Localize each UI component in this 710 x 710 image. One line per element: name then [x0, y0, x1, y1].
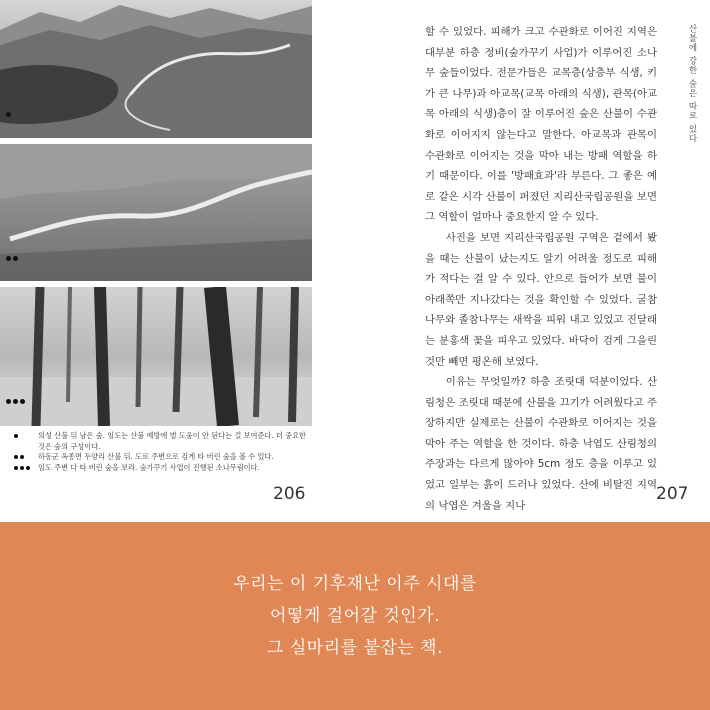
right-page-body: [425, 22, 657, 516]
caption-marker: [14, 431, 38, 452]
tagline-banner: [0, 522, 710, 710]
right-page-number: 207: [656, 484, 689, 504]
pine-forest-photo: [0, 287, 312, 426]
tagline-line: 어떻게 걸어갈 것인가.: [269, 606, 440, 626]
caption-text: 의성 산불 뒤 남은 숲. 임도는 산불 예방에 별 도움이 안 된다는 걸 보여준다. 더 중요한 것은 숲의 구성이다.: [38, 431, 306, 451]
forest-road-illustration: [0, 144, 312, 281]
running-title: 산불에 강한 숲은 따로 있다: [687, 24, 697, 144]
caption-item: [14, 431, 314, 452]
photo-marker: [6, 256, 18, 261]
photo-captions: [14, 431, 314, 473]
tagline-line: 우리는 이 기후재난 이주 시대를: [233, 574, 477, 594]
caption-item: [14, 452, 314, 463]
caption-text: 하동군 옥종면 두양리 산불 뒤. 도로 주변으로 검게 타 버린 숲을 볼 수 있다.: [38, 452, 274, 461]
photo-marker: [6, 112, 11, 117]
mountain-reservoir-illustration: [0, 0, 312, 138]
forest-road-photo: [0, 144, 312, 281]
tagline-line: 그 실마리를 붙잡는 책.: [267, 638, 443, 658]
paragraph: 사진을 보면 지리산국립공원 구역은 겉에서 봤을 때는 산불이 났는지도 알기 어려울 정도로 피해가 적다는 걸 알 수 있다. 안으로 들어가 보면 불이 아래쪽만 지나갔다는 것을 확인할 수 있었다. 굴참나무와 졸참나무는 새싹을 피워 내고 있었고 진달래는 분홍색 꽃을 피우고 있었다. 바닥이 검게 그을린 것만 빼면 평온해 보였다.: [425, 231, 657, 368]
photo-marker: [6, 399, 25, 404]
mountain-reservoir-photo: [0, 0, 312, 138]
caption-item: [14, 463, 314, 474]
caption-marker: [14, 463, 38, 474]
pine-forest-illustration: [0, 287, 312, 426]
caption-text: 임도 주변 다 타 버린 숲을 보라. 숲가꾸기 사업이 진행된 소나무림이다.: [38, 462, 260, 472]
left-page-number: 206: [273, 484, 306, 504]
paragraph: 이유는 무엇일까? 하층 조릿대 덕분이었다. 산림청은 조릿대 때문에 산불을 끄기가 어려웠다고 주장하지만 실제로는 산불이 수관화로 이어지는 것을 막아 주는 역할을 한 것이다. 하층 낙엽도 산림청의 주장과는 다르게 많아야 5cm 정도 층을 이루고 있었고 일부는 흙이 드러나 있었다. 산에 비탈진 지역의 낙엽은 겨울을 지나: [425, 376, 657, 512]
paragraph: 할 수 있었다. 피해가 크고 수관화로 이어진 지역은 대부분 하층 정비(숲가꾸기 사업)가 이루어진 소나무 숲들이었다. 전문가들은 교목층(상층부 식생, 키가 큰 나무)과 아교목(교목 아래의 식생), 관목(아교목 아래의 식생)층이 잘 이루어진 숲은 산불이 수관화로 이어지지 않는다고 말한다. 아교목과 관목이 수관화로 이어지는 것을 막아 내는 방패 역할을 하기 때문이다. 이를 '방패효과'라 부른다. 그 좋은 예로 같은 시각 산불이 퍼졌던 지리산국립공원을 보면 그 역할이 얼마나 중요한지 알 수 있다.: [425, 26, 657, 224]
caption-marker: [14, 452, 38, 463]
